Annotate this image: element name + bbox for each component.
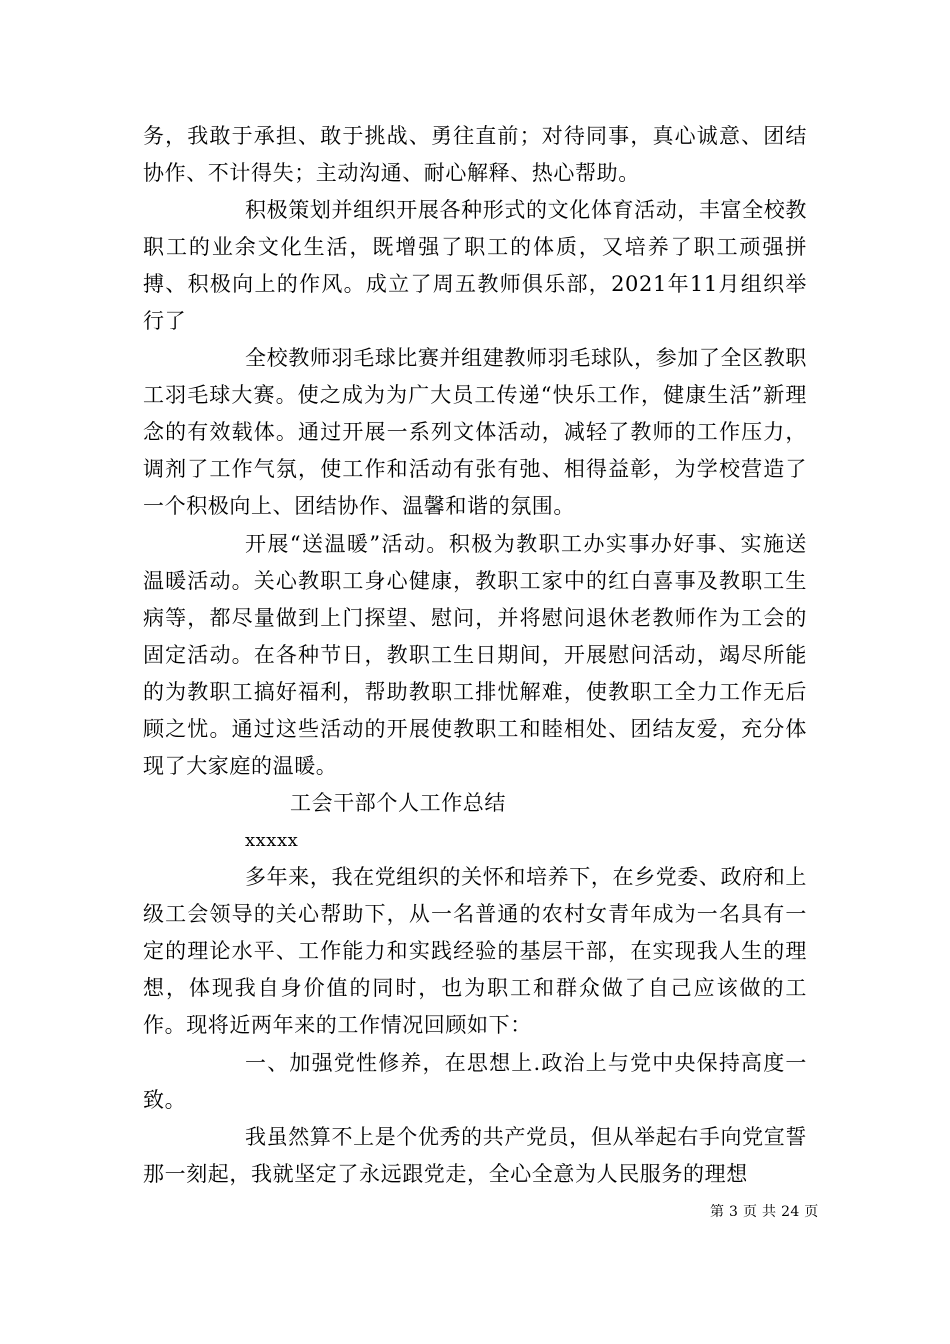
- section-title: 工会干部个人工作总结: [290, 791, 506, 815]
- author-name: xxxxx: [245, 830, 299, 851]
- paragraph-section-one: 一、加强党性修养，在思想上.政治上与党中央保持高度一致。: [143, 1051, 807, 1112]
- paragraph-badminton: 全校教师羽毛球比赛并组建教师羽毛球队，参加了全区教职工羽毛球大赛。使之成为为广大员工传递“快乐工作，健康生活”新理念的有效载体。通过开展一系列文体活动，减轻了教师的工作压力，调剂了工作气氛，使工作和活动有张有弛、相得益彰，为学校营造了一个积极向上、团结协作、温馨和谐的氛围。: [143, 346, 807, 518]
- paragraph-culture-sports: 积极策划并组织开展各种形式的文化体育活动，丰富全校教职工的业余文化生活，既增强了职工的体质，又培养了职工顽强拼搏、积极向上的作风。成立了周五教师俱乐部，2021年11月组织举行了: [143, 198, 807, 333]
- paragraph-introduction: 多年来，我在党组织的关怀和培养下，在乡党委、政府和上级工会领导的关心帮助下，从一名普通的农村女青年成为一名具有一定的理论水平、工作能力和实践经验的基层干部，在实现我人生的理想，体现我自身价值的同时，也为职工和群众做了自己应该做的工作。现将近两年来的工作情况回顾如下：: [143, 865, 807, 1037]
- page-number-footer: 第 3 页 共 24 页: [710, 1204, 819, 1220]
- paragraph-warmth: 开展“送温暖”活动。积极为教职工办实事办好事、实施送温暖活动。关心教职工身心健康，教职工家中的红白喜事及教职工生病等，都尽量做到上门探望、慰问，并将慰问退休老教师作为工会的固定活动。在各种节日，教职工生日期间，开展慰问活动，竭尽所能的为教职工搞好福利，帮助教职工排忧解难，使教职工全力工作无后顾之忧。通过这些活动的开展使教职工和睦相处、团结友爱，充分体现了大家庭的温暖。: [143, 532, 807, 778]
- paragraph-teamwork: 务，我敢于承担、敢于挑战、勇往直前；对待同事，真心诚意、团结协作、不计得失；主动沟通、耐心解释、热心帮助。: [143, 124, 807, 185]
- paragraph-party-oath: 我虽然算不上是个优秀的共产党员，但从举起右手向党宣誓那一刻起，我就坚定了永远跟党走，全心全意为人民服务的理想: [143, 1125, 807, 1186]
